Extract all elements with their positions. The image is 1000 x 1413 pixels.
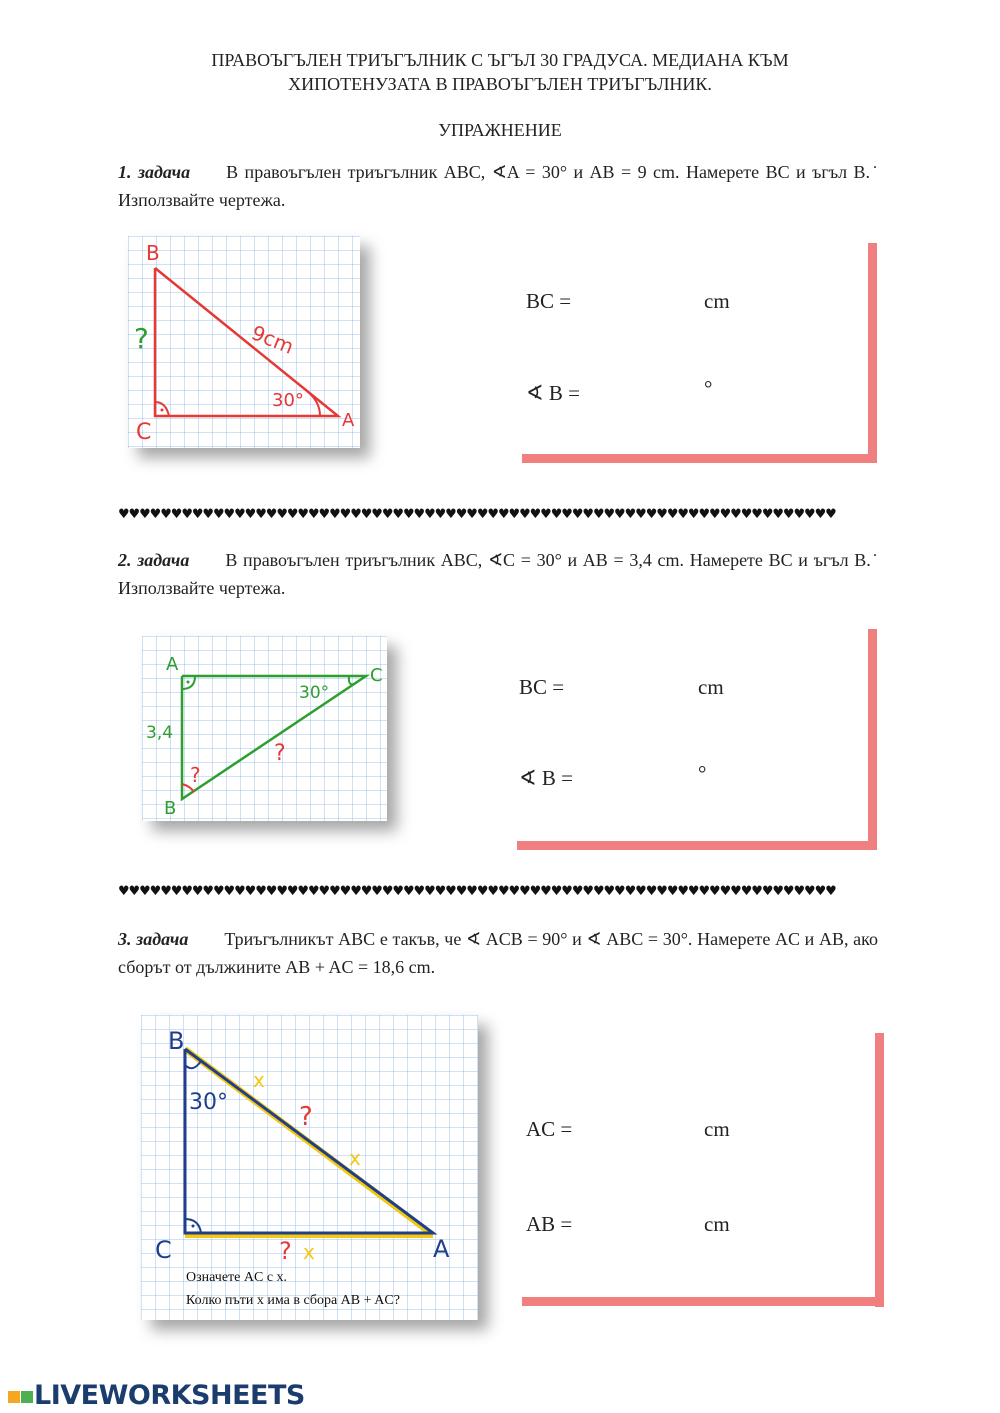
t1-side-question: ?	[134, 322, 149, 355]
t2-angle-b-question: ?	[190, 763, 201, 787]
task-3-triangle	[141, 1015, 478, 1320]
task-2-text: В правоъгълен триъгълник ABC, ∢C = 30° и AB = 3,4 cm. Намерете BC и ъгъл B.˙ Използвайте чертежа.	[118, 550, 878, 598]
t2-vertex-a: A	[166, 654, 179, 675]
t1-answer-bc-unit: cm	[704, 289, 730, 313]
task-2-statement	[118, 546, 878, 602]
t2-vertex-b: B	[164, 798, 177, 819]
t1-answer-b-label: ∢ B =	[526, 381, 580, 405]
t1-answer-bracket-bottom	[522, 454, 877, 463]
t1-hyp-label: 9cm	[248, 320, 298, 359]
t1-vertex-b: B	[146, 241, 160, 265]
t3-vertex-c: C	[155, 1236, 172, 1264]
t3-vertex-a: A	[433, 1235, 450, 1263]
page-title	[0, 48, 1000, 96]
t1-vertex-c: C	[136, 420, 152, 445]
t3-answer-ac-label: AC =	[526, 1117, 573, 1141]
t3-answer-ab-unit: cm	[704, 1212, 730, 1236]
t1-angle-label: 30°	[272, 390, 304, 411]
page-subtitle: УПРАЖНЕНИЕ	[438, 120, 562, 140]
separator-2: ♥♥♥♥♥♥♥♥♥♥♥♥♥♥♥♥♥♥♥♥♥♥♥♥♥♥♥♥♥♥♥♥♥♥♥♥♥♥♥♥♥♥♥♥♥♥♥♥♥♥♥♥♥♥♥♥♥♥♥♥♥♥♥♥♥♥♥♥	[118, 884, 836, 899]
t3-hint-2: Колко пъти x има в сбора AB + AC?	[186, 1293, 400, 1308]
task-3-statement	[118, 925, 878, 981]
task-2-triangle	[142, 636, 387, 821]
t3-hint-1: Означете AC с x.	[186, 1270, 288, 1285]
t3-x-base: x	[303, 1240, 315, 1264]
task-1-statement	[118, 158, 878, 214]
separator-1: ♥♥♥♥♥♥♥♥♥♥♥♥♥♥♥♥♥♥♥♥♥♥♥♥♥♥♥♥♥♥♥♥♥♥♥♥♥♥♥♥♥♥♥♥♥♥♥♥♥♥♥♥♥♥♥♥♥♥♥♥♥♥♥♥♥♥♥♥	[118, 507, 836, 522]
liveworksheets-logo[interactable]	[8, 1380, 305, 1411]
t3-x-upper: x	[253, 1068, 265, 1092]
t1-answer-bracket-right	[868, 243, 877, 463]
title-line-1: ПРАВОЪГЪЛЕН ТРИЪГЪЛНИК С ЪГЪЛ 30 ГРАДУСА. МЕДИАНА КЪМ	[211, 50, 789, 70]
t2-vertex-c: C	[370, 665, 383, 686]
t2-answer-bc-label: BC =	[519, 675, 565, 699]
t2-answer-bracket-right	[868, 629, 877, 850]
t3-angle-label: 30°	[189, 1090, 228, 1115]
task-3-label: 3. задача	[118, 929, 189, 949]
t3-base-question: ?	[279, 1237, 292, 1265]
t2-hyp-question: ?	[274, 741, 286, 766]
t1-answer-b-unit: °	[704, 376, 713, 400]
t3-answer-ab-label: AB =	[526, 1212, 573, 1236]
task-1-text: В правоъгълен триъгълник ABC, ∢A = 30° и AB = 9 cm. Намерете BC и ъгъл B.˙ Използвайте чертежа.	[118, 162, 878, 210]
task-1-label: 1. задача	[118, 162, 191, 182]
task-3-text: Триъгълникът ABC е такъв, че ∢ ACB = 90° и ∢ ABC = 30°. Намерете AC и AB, ако сборът от дължините AB + AC = 18,6 cm.	[118, 929, 878, 977]
task-1-triangle	[128, 236, 360, 448]
t3-vertex-b: B	[168, 1027, 185, 1055]
t3-answer-ac-unit: cm	[704, 1117, 730, 1141]
t2-answer-bc-unit: cm	[698, 675, 724, 699]
t2-answer-b-label: ∢ B =	[519, 766, 573, 790]
t1-answer-bc-label: BC =	[526, 289, 572, 313]
t3-answer-bracket-right	[875, 1033, 884, 1307]
t2-answer-b-unit: °	[698, 761, 707, 785]
logo-square-icon	[21, 1391, 33, 1403]
t2-answer-bracket-bottom	[517, 841, 877, 850]
t1-vertex-a: A	[342, 410, 355, 431]
t3-hyp-question: ?	[299, 1102, 313, 1132]
t3-x-lower: x	[349, 1146, 361, 1170]
t2-side-label: 3,4	[146, 723, 174, 743]
logo-square-icon	[8, 1391, 20, 1403]
task-1-figure	[128, 236, 360, 448]
logo-text: LIVEWORKSHEETS	[34, 1380, 305, 1411]
t2-angle-label: 30°	[299, 683, 330, 703]
task-3-figure	[141, 1015, 478, 1320]
title-line-2: ХИПОТЕНУЗАТА В ПРАВОЪГЪЛЕН ТРИЪГЪЛНИК.	[288, 74, 712, 94]
t3-answer-bracket-bottom	[522, 1297, 884, 1306]
task-2-label: 2. задача	[118, 550, 190, 570]
task-2-figure	[142, 636, 387, 821]
